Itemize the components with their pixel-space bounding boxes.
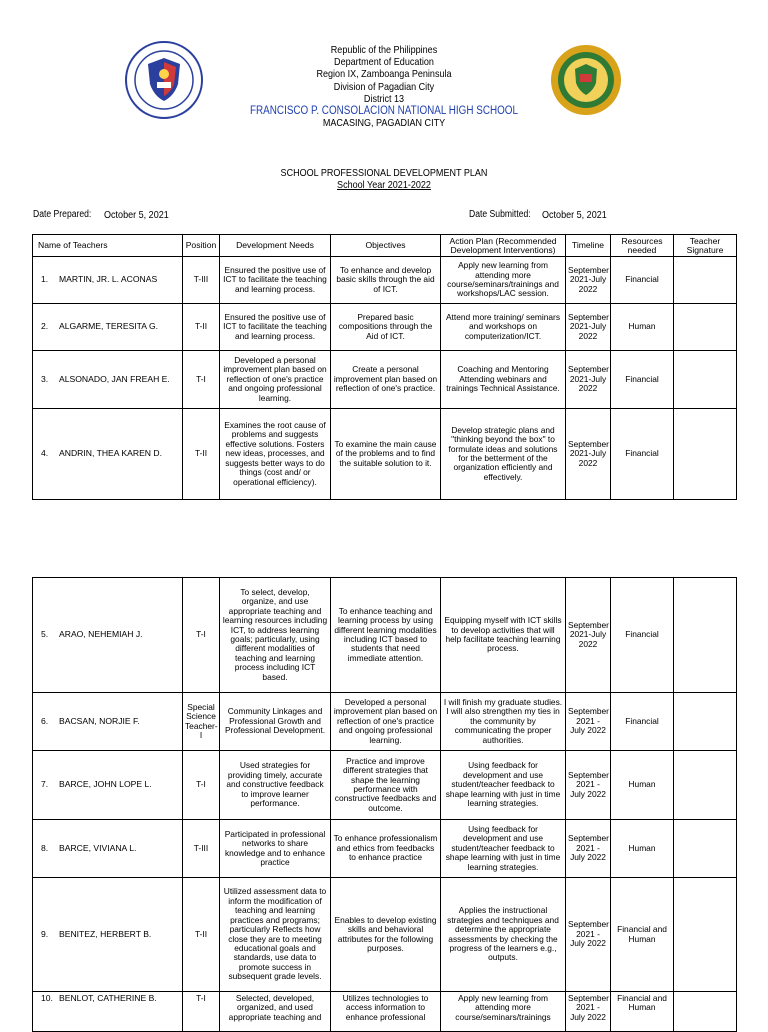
objectives-cell: To examine the main cause of the problems and to find the suitable solution to it. [331,409,441,500]
objectives-cell: Utilizes technologies to access information to enhance professional [331,992,441,1032]
column-header: Name of Teachers [33,235,183,257]
timeline-cell: September 2021 - July 2022 [566,878,611,992]
table-row [33,351,737,409]
table-row [33,820,737,878]
position-cell: T-I [183,351,220,409]
position-cell: T-I [183,751,220,820]
row-number: 3. [41,373,49,384]
signature-cell[interactable] [674,751,737,820]
teacher-name-cell [33,992,183,1032]
timeline-cell: September 2021-July 2022 [566,578,611,693]
header-line: Region IX, Zamboanga Peninsula [316,68,452,81]
position-cell: T-I [183,578,220,693]
teacher-name-cell [33,351,183,409]
objectives-cell: Developed a personal improvement plan based on reflection of one's practice and ongoing professional learning. [331,693,441,751]
development-plan-table-continued [32,577,737,1032]
development-plan-table [32,234,737,500]
column-header: Development Needs [220,235,331,257]
column-header: Objectives [331,235,441,257]
table-header-row [33,235,737,257]
header-line: District 13 [363,92,405,105]
needs-cell: Utilized assessment data to inform the modification of teaching and learning practices and programs; particularly Reflects how close they are to meeting educational goals and standards, use data to promote success in subsequent grade levels. [220,878,331,992]
position-cell: T-II [183,304,220,351]
teacher-name: BARCE, VIVIANA L. [59,842,137,853]
objectives-cell: Practice and improve different strategies that shape the learning performance with constructive feedbacks and outcome. [331,751,441,820]
row-number: 6. [41,715,49,726]
position-cell: T-III [183,257,220,304]
row-number: 7. [41,779,49,790]
school-address: MACASING, PAGADIAN CITY [322,117,446,130]
row-number: 10. [41,993,53,1003]
signature-cell[interactable] [674,257,737,304]
timeline-cell: September 2021 - July 2022 [566,751,611,820]
signature-cell[interactable] [674,820,737,878]
table-row [33,257,737,304]
teacher-name-cell [33,257,183,304]
action-plan-cell: Attend more training/ seminars and workshops on computerization/ICT. [441,304,566,351]
needs-cell: Used strategies for providing timely, accurate and constructive feedback to improve learner performance. [220,751,331,820]
timeline-cell: September 2021 - July 2022 [566,992,611,1032]
needs-cell: Ensured the positive use of ICT to facilitate the teaching and learning process. [220,304,331,351]
school-year: School Year 2021-2022 [337,179,431,191]
objectives-cell: Prepared basic compositions through the Aid of ICT. [331,304,441,351]
action-plan-cell: I will finish my graduate studies. I will also strengthen my ties in the community by communicating the proper authorities. [441,693,566,751]
teacher-name-cell [33,820,183,878]
teacher-name-cell [33,693,183,751]
signature-cell[interactable] [674,578,737,693]
resources-cell: Financial and Human [611,992,674,1032]
resources-cell: Financial [611,409,674,500]
resources-cell: Financial and Human [611,878,674,992]
document-title [0,167,768,191]
position-cell: Special Science Teacher-I [183,693,220,751]
action-plan-cell: Using feedback for development and use student/teacher feedback to shape learning with just in time learning strategies. [441,820,566,878]
date-prepared-value: October 5, 2021 [104,209,169,221]
table-row [33,693,737,751]
teacher-name: ARAO, NEHEMIAH J. [59,629,143,640]
table-row [33,409,737,500]
letterhead [0,44,768,129]
teacher-name: BENLOT, CATHERINE B. [59,993,157,1003]
row-number: 8. [41,842,49,853]
teacher-name-cell [33,751,183,820]
column-header: Action Plan (Recommended Development Interventions) [441,235,566,257]
needs-cell: Participated in professional networks to share knowledge and to enhance practice [220,820,331,878]
resources-cell: Human [611,820,674,878]
objectives-cell: Enables to develop existing skills and behavioral attributes for the following purposes. [331,878,441,992]
signature-cell[interactable] [674,351,737,409]
action-plan-cell: Apply new learning from attending more course/seminars/trainings and workshops/LAC session. [441,257,566,304]
header-line: Division of Pagadian City [333,80,435,93]
timeline-cell: September 2021-July 2022 [566,351,611,409]
timeline-cell: September 2021-July 2022 [566,304,611,351]
resources-cell: Financial [611,693,674,751]
plan-title: SCHOOL PROFESSIONAL DEVELOPMENT PLAN [280,167,488,179]
action-plan-cell: Coaching and Mentoring Attending webinars and trainings Technical Assistance. [441,351,566,409]
table-row [33,751,737,820]
action-plan-cell: Apply new learning from attending more course/seminars/trainings [441,992,566,1032]
date-submitted-label: Date Submitted: [469,209,531,220]
table-row [33,578,737,693]
date-prepared-label: Date Prepared: [33,209,92,220]
date-submitted-value: October 5, 2021 [542,209,607,221]
needs-cell: To select, develop, organize, and use appropriate teaching and learning resources including ICT, to address learning goals; particularly, using different modalities of teaching and learning process including ICT based. [220,578,331,693]
teacher-name-cell [33,878,183,992]
action-plan-cell: Applies the instructional strategies and techniques and determine the appropriate assessments by checking the progress of the learners e.g., outputs. [441,878,566,992]
position-cell: T-III [183,820,220,878]
header-line: Republic of the Philippines [330,44,438,56]
objectives-cell: Create a personal improvement plan based on reflection of one's practice. [331,351,441,409]
signature-cell[interactable] [674,992,737,1032]
timeline-cell: September 2021-July 2022 [566,257,611,304]
resources-cell: Human [611,751,674,820]
signature-cell[interactable] [674,304,737,351]
position-cell: T-II [183,409,220,500]
teacher-name-cell [33,578,183,693]
teacher-name: MARTIN, JR. L. ACONAS [59,274,158,285]
position-cell: T-II [183,878,220,992]
row-number: 9. [41,928,49,939]
school-name: FRANCISCO P. CONSOLACION NATIONAL HIGH SCHOOL [250,105,518,118]
needs-cell: Examines the root cause of problems and suggests effective solutions. Fosters new ideas, processes, and suggests better ways to do things (cost and/ or operational efficiency). [220,409,331,500]
teacher-name: BARCE, JOHN LOPE L. [59,779,152,790]
teacher-name-cell [33,304,183,351]
action-plan-cell: Using feedback for development and use student/teacher feedback to shape learning with just in time learning strategies. [441,751,566,820]
action-plan-cell: Equipping myself with ICT skills to develop activities that will help facilitate teaching learning process. [441,578,566,693]
resources-cell: Financial [611,257,674,304]
teacher-name-cell [33,409,183,500]
resources-cell: Human [611,304,674,351]
teacher-name: BACSAN, NORJIE F. [59,715,140,726]
teacher-name: ALSONADO, JAN FREAH E. [59,373,170,384]
column-header: Timeline [566,235,611,257]
table-row [33,304,737,351]
timeline-cell: September 2021 - July 2022 [566,820,611,878]
teacher-name: ALGARME, TERESITA G. [59,321,159,332]
signature-cell[interactable] [674,693,737,751]
needs-cell: Selected, developed, organized, and used appropriate teaching and [220,992,331,1032]
timeline-cell: September 2021 - July 2022 [566,693,611,751]
table-row [33,878,737,992]
action-plan-cell: Develop strategic plans and "thinking beyond the box" to formulate ideas and solutions for the betterment of the organization efficiently and effectively. [441,409,566,500]
resources-cell: Financial [611,578,674,693]
column-header: Position [183,235,220,257]
column-header: Teacher Signature [674,235,737,257]
needs-cell: Community Linkages and Professional Growth and Professional Development. [220,693,331,751]
signature-cell[interactable] [674,409,737,500]
signature-cell[interactable] [674,878,737,992]
table-row [33,992,737,1032]
objectives-cell: To enhance professionalism and ethics from feedbacks to enhance practice [331,820,441,878]
resources-cell: Financial [611,351,674,409]
row-number: 4. [41,448,49,459]
header-line: Department of Education [334,56,434,69]
needs-cell: Ensured the positive use of ICT to facilitate the teaching and learning process. [220,257,331,304]
row-number: 2. [41,321,49,332]
row-number: 1. [41,274,49,285]
needs-cell: Developed a personal improvement plan based on reflection of one's practice and ongoing professional learning. [220,351,331,409]
teacher-name: ANDRIN, THEA KAREN D. [59,448,162,459]
objectives-cell: To enhance teaching and learning process by using different learning modalities including ICT based to students that need immediate attention. [331,578,441,693]
row-number: 5. [41,629,49,640]
position-cell: T-I [183,992,220,1032]
objectives-cell: To enhance and develop basic skills through the aid of ICT. [331,257,441,304]
timeline-cell: September 2021-July 2022 [566,409,611,500]
teacher-name: BENITEZ, HERBERT B. [59,928,152,939]
column-header: Resources needed [611,235,674,257]
